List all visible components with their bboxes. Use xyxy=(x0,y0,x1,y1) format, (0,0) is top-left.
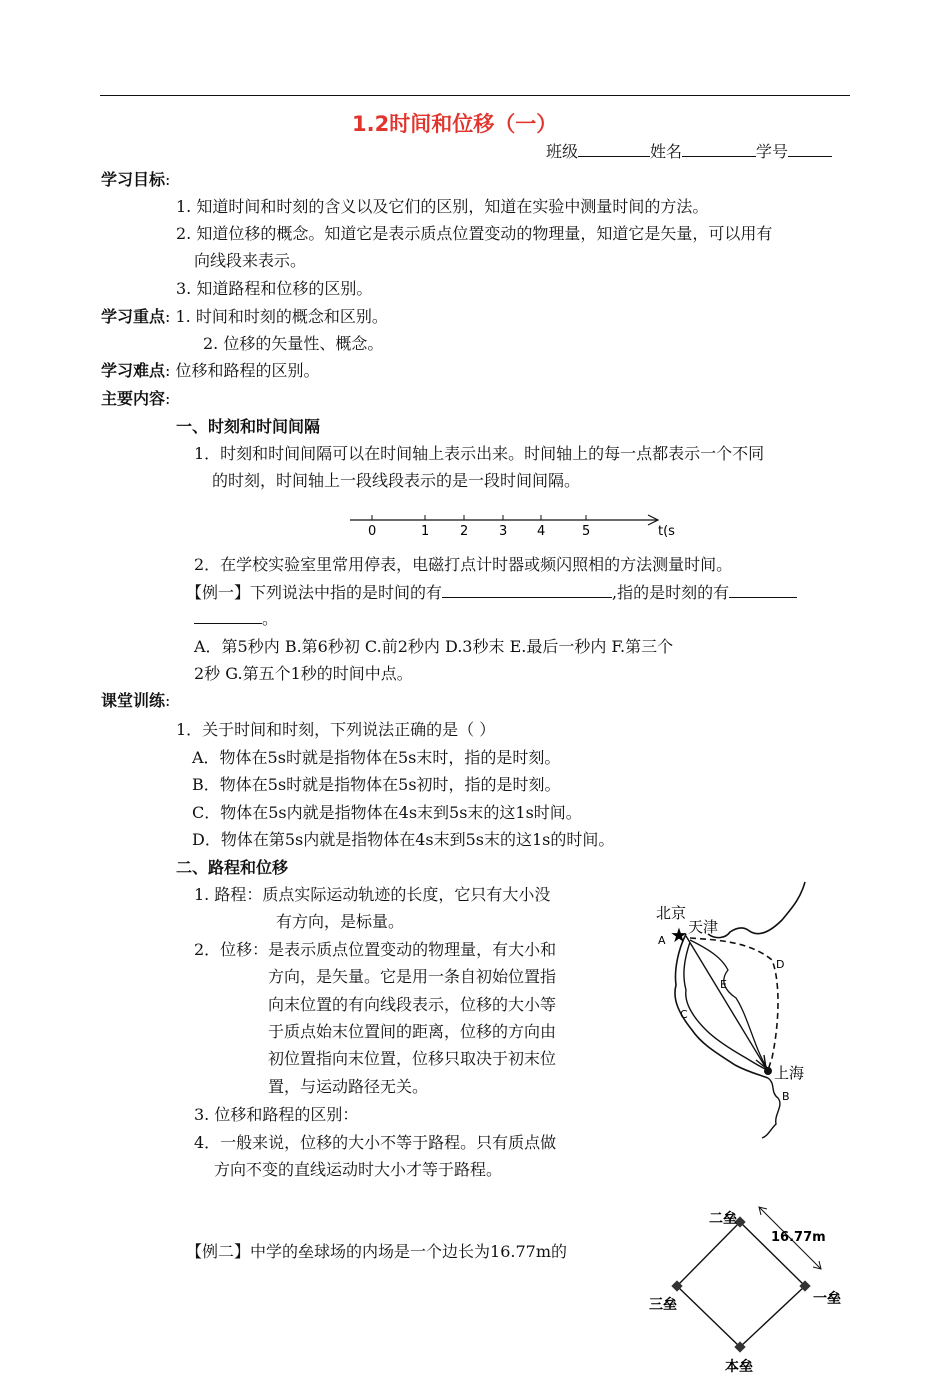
example1-moment-blank-cont[interactable] xyxy=(194,609,262,624)
goal-item-2: 2. 知道位移的概念。知道它是表示质点位置变动的物理量，知道它是矢量，可以用有 xyxy=(176,224,773,243)
section2-line-7: 初位置指向末位置，位移只取决于初末位 xyxy=(268,1049,557,1068)
example2-line xyxy=(186,1239,567,1262)
key-point-1: : 1. 时间和时刻的概念和区别。 xyxy=(165,307,388,326)
section2-line-5: 向末位置的有向线段表示，位移的大小等 xyxy=(268,995,557,1014)
time-axis-tick-label: 1 xyxy=(421,524,430,539)
displacement-arrow xyxy=(686,936,766,1068)
content-colon: : xyxy=(165,389,171,408)
map-label-b: B xyxy=(782,1090,790,1103)
practice-option-d: D．物体在第5s内就是指物体在4s末到5s末的这1s的时间。 xyxy=(192,830,615,849)
example1-text: 下列说法中指的是时间的有 xyxy=(250,583,443,602)
example1-options-line1: A．第5秒内 B.第6秒初 C.前2秒内 D.3秒末 E.最后一秒内 F.第三个 xyxy=(194,637,674,656)
time-axis-unit-label: t(s xyxy=(658,524,675,539)
name-blank xyxy=(682,142,756,157)
section2-line-2: 有方向，是标量。 xyxy=(276,912,405,931)
time-axis-tick-label: 5 xyxy=(582,524,591,539)
time-axis-tick-label: 3 xyxy=(499,524,508,539)
number-blank xyxy=(788,142,832,157)
shanghai-dot xyxy=(764,1067,772,1075)
map-label-c: C xyxy=(680,1008,688,1021)
student-info xyxy=(546,139,832,162)
goal-item-1: 1. 知道时间和时刻的含义以及它们的区别，知道在实验中测量时间的方法。 xyxy=(176,197,709,216)
practice-colon: : xyxy=(165,691,171,710)
example1-time-blank[interactable] xyxy=(442,583,612,598)
example1-end: 。 xyxy=(262,609,279,628)
section2-line-11: 方向不变的直线运动时大小才等于路程。 xyxy=(214,1160,503,1179)
practice-option-c: C．物体在5s内就是指物体在4s末到5s末的这1s时间。 xyxy=(192,803,582,822)
top-rule xyxy=(100,95,850,96)
beijing-star-icon: ★ xyxy=(670,923,688,947)
coastline xyxy=(708,882,805,938)
section2-line-9: 3. 位移和路程的区别： xyxy=(194,1105,359,1124)
label-home-plate: 本垒 xyxy=(725,1359,753,1375)
map-label-beijing: 北京 xyxy=(656,904,687,922)
difficulty-line xyxy=(101,358,320,381)
south-coast xyxy=(762,1078,780,1138)
map-label-shanghai: 上海 xyxy=(774,1064,805,1082)
practice-heading-line xyxy=(101,688,170,711)
goal-item-2-cont: 向线段来表示。 xyxy=(194,251,307,270)
route-e xyxy=(690,940,768,1070)
section2-line-10: 4．一般来说，位移的大小不等于路程。只有质点做 xyxy=(194,1133,557,1152)
key-points-heading: 学习重点 xyxy=(101,307,166,326)
key-points-line xyxy=(101,304,388,327)
example1-text2: ,指的是时刻的有 xyxy=(612,583,730,602)
practice-option-a: A．物体在5s时就是指物体在5s末时，指的是时刻。 xyxy=(192,748,561,767)
example1-options-line2: 2秒 G.第五个1秒的时间中点。 xyxy=(194,664,413,683)
difficulty-text: : 位移和路程的区别。 xyxy=(165,361,320,380)
name-label: 姓名 xyxy=(650,142,683,161)
route-map xyxy=(650,880,840,1140)
example1-moment-blank[interactable] xyxy=(729,583,797,598)
map-label-d: D xyxy=(776,958,785,971)
time-axis-tick-label: 4 xyxy=(537,524,546,539)
map-label-tianjin: 天津 xyxy=(688,918,719,936)
key-point-2: 2. 位移的矢量性、概念。 xyxy=(203,334,384,353)
practice-option-b: B．物体在5s时就是指物体在5s初时，指的是时刻。 xyxy=(192,775,561,794)
example1-line xyxy=(186,580,797,603)
difficulty-heading: 学习难点 xyxy=(101,361,166,380)
map-label-e: E xyxy=(720,978,727,991)
example2-label: 【例二】 xyxy=(186,1242,251,1261)
number-label: 学号 xyxy=(756,142,789,161)
baseball-diamond xyxy=(645,1195,850,1376)
section2-line-1: 1. 路程：质点实际运动轨迹的长度，它只有大小没 xyxy=(194,885,551,904)
practice-heading: 课堂训练 xyxy=(101,691,166,710)
section2-line-4: 方向，是矢量。它是用一条自初始位置指 xyxy=(268,967,557,986)
goals-heading: 学习目标 xyxy=(101,170,166,189)
map-label-a: A xyxy=(658,934,666,947)
time-axis-tick-label: 2 xyxy=(460,524,469,539)
page-title: 1.2时间和位移（一） xyxy=(352,112,558,136)
example2-text: 中学的垒球场的内场是一个边长为16.77m的 xyxy=(250,1242,567,1261)
class-label: 班级 xyxy=(546,142,579,161)
label-third-base: 三垒 xyxy=(649,1297,677,1313)
section1-p1-line2: 的时刻，时间轴上一段线段表示的是一段时间间隔。 xyxy=(212,471,581,490)
practice-question: 1．关于时间和时刻，下列说法正确的是（ ） xyxy=(176,720,496,739)
time-axis-tick-label: 0 xyxy=(368,524,377,539)
goals-heading-line xyxy=(101,167,170,190)
goal-item-3: 3. 知道路程和位移的区别。 xyxy=(176,279,373,298)
section2-line-8: 置，与运动路径无关。 xyxy=(268,1077,429,1096)
section2-line-3: 2．位移：是表示质点位置变动的物理量，有大小和 xyxy=(194,940,557,959)
section1-heading: 一、时刻和时间间隔 xyxy=(176,417,321,436)
section2-heading: 二、路程和位移 xyxy=(176,858,289,877)
example1-line2 xyxy=(194,606,278,629)
content-heading-line xyxy=(101,386,170,409)
class-blank xyxy=(578,142,650,157)
label-second-base: 二垒 xyxy=(709,1211,737,1227)
goals-colon: : xyxy=(165,170,171,189)
content-heading: 主要内容 xyxy=(101,389,166,408)
label-side-length: 16.77m xyxy=(771,1230,826,1245)
section1-p1-line1: 1．时刻和时间间隔可以在时间轴上表示出来。时间轴上的每一点都表示一个不同 xyxy=(194,444,765,463)
section2-line-6: 于质点始末位置间的距离，位移的方向由 xyxy=(268,1022,557,1041)
example1-label: 【例一】 xyxy=(186,583,251,602)
label-first-base: 一垒 xyxy=(813,1291,841,1307)
time-axis-ticks xyxy=(372,515,586,520)
section1-p2: 2．在学校实验室里常用停表，电磁打点计时器或频闪照相的方法测量时间。 xyxy=(194,555,733,574)
time-axis xyxy=(340,504,700,544)
